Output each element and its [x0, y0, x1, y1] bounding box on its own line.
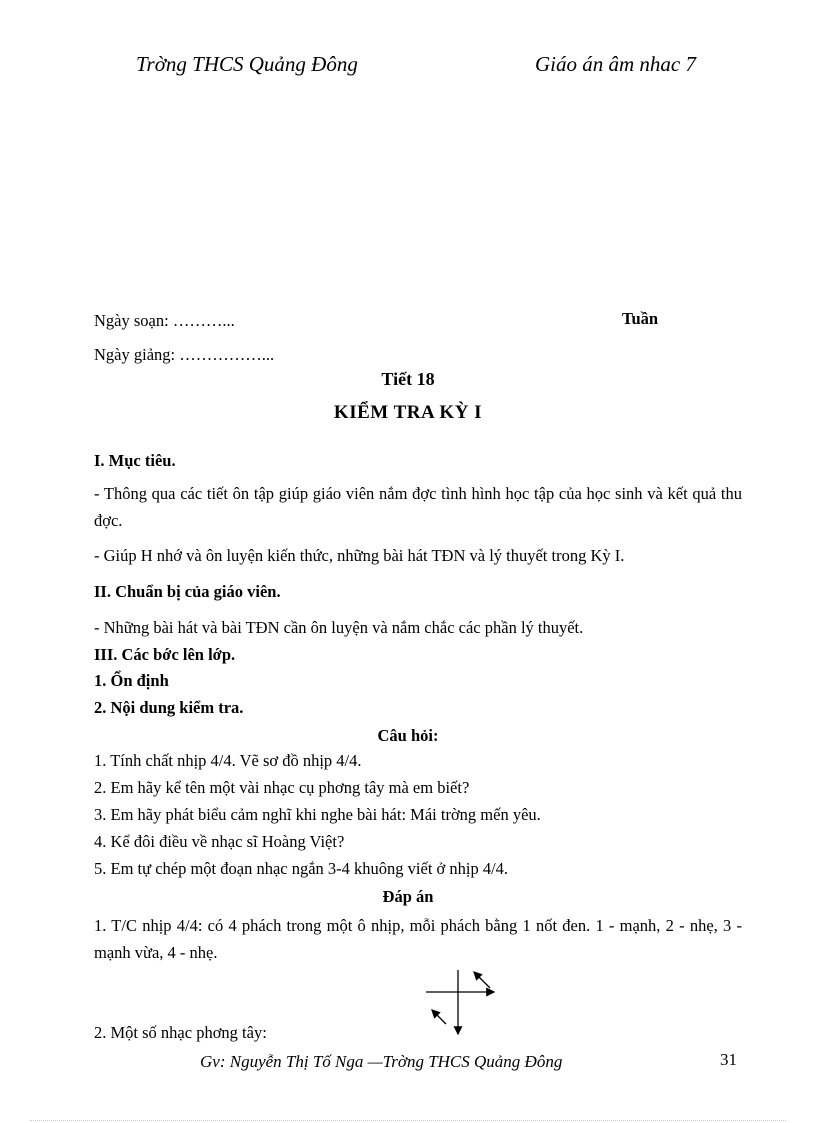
section-muc-tieu-heading: I. Mục tiêu. — [94, 451, 176, 470]
header-subject: Giáo án âm nhac 7 — [535, 52, 696, 76]
header-school: Trờng THCS Quảng Đông — [136, 52, 358, 76]
lesson-number: Tiết 18 — [381, 369, 435, 389]
diagram-diagonal-down — [432, 1010, 446, 1024]
step-noi-dung: 2. Nội dung kiểm tra. — [94, 698, 244, 717]
section-chuan-bi-heading: II. Chuẩn bị của giáo viên. — [94, 582, 281, 601]
question-1: 1. Tính chất nhịp 4/4. Vẽ sơ đồ nhịp 4/4. — [94, 751, 362, 770]
lesson-title: KIỂM TRA KỲ I — [333, 402, 483, 423]
page-number: 31 — [720, 1050, 737, 1069]
answer-2: 2. Một số nhạc phơng tây: — [94, 1023, 267, 1042]
step-on-dinh: 1. Ổn định — [94, 671, 169, 690]
question-2: 2. Em hãy kể tên một vài nhạc cụ phơng tây mà em biết? — [94, 778, 470, 797]
conducting-pattern-diagram — [420, 966, 500, 1038]
question-5: 5. Em tự chép một đoạn nhạc ngắn 3-4 khuông viết ở nhịp 4/4. — [94, 859, 509, 878]
ngay-soan: Ngày soạn: ………... — [94, 311, 235, 330]
muc-tieu-paragraph-2: - Giúp H nhớ và ôn luyện kiến thức, những bài hát TĐN và lý thuyết trong Kỳ I. — [94, 546, 625, 565]
tuan-label: Tuần — [622, 309, 659, 328]
dap-an-heading: Đáp án — [382, 887, 434, 906]
question-3: 3. Em hãy phát biểu cảm nghĩ khi nghe bài hát: Mái trờng mến yêu. — [94, 805, 541, 824]
section-cac-buoc-heading: III. Các bớc lên lớp. — [94, 645, 236, 664]
diagram-diagonal-up — [474, 972, 490, 988]
cau-hoi-heading: Câu hỏi: — [377, 726, 439, 745]
chuan-bi-paragraph: - Những bài hát và bài TĐN cần ôn luyện và nắm chắc các phần lý thuyết. — [94, 618, 584, 637]
footer-author: Gv: Nguyễn Thị Tố Nga —Trờng THCS Quảng Đông — [200, 1052, 563, 1071]
question-4: 4. Kể đôi điều về nhạc sĩ Hoàng Việt? — [94, 832, 345, 851]
page-bottom-divider — [30, 1120, 786, 1121]
muc-tieu-paragraph-1: - Thông qua các tiết ôn tập giúp giáo viên nắm đợc tình hình học tập của học sinh và kết quả thu đợc. — [94, 484, 742, 530]
ngay-giang: Ngày giảng: ……………... — [94, 345, 275, 364]
answer-1: 1. T/C nhịp 4/4: có 4 phách trong một ô nhịp, mỗi phách bằng 1 nốt đen. 1 - mạnh, 2 - nhẹ, 3 - mạnh vừa, 4 - nhẹ. — [94, 916, 742, 962]
